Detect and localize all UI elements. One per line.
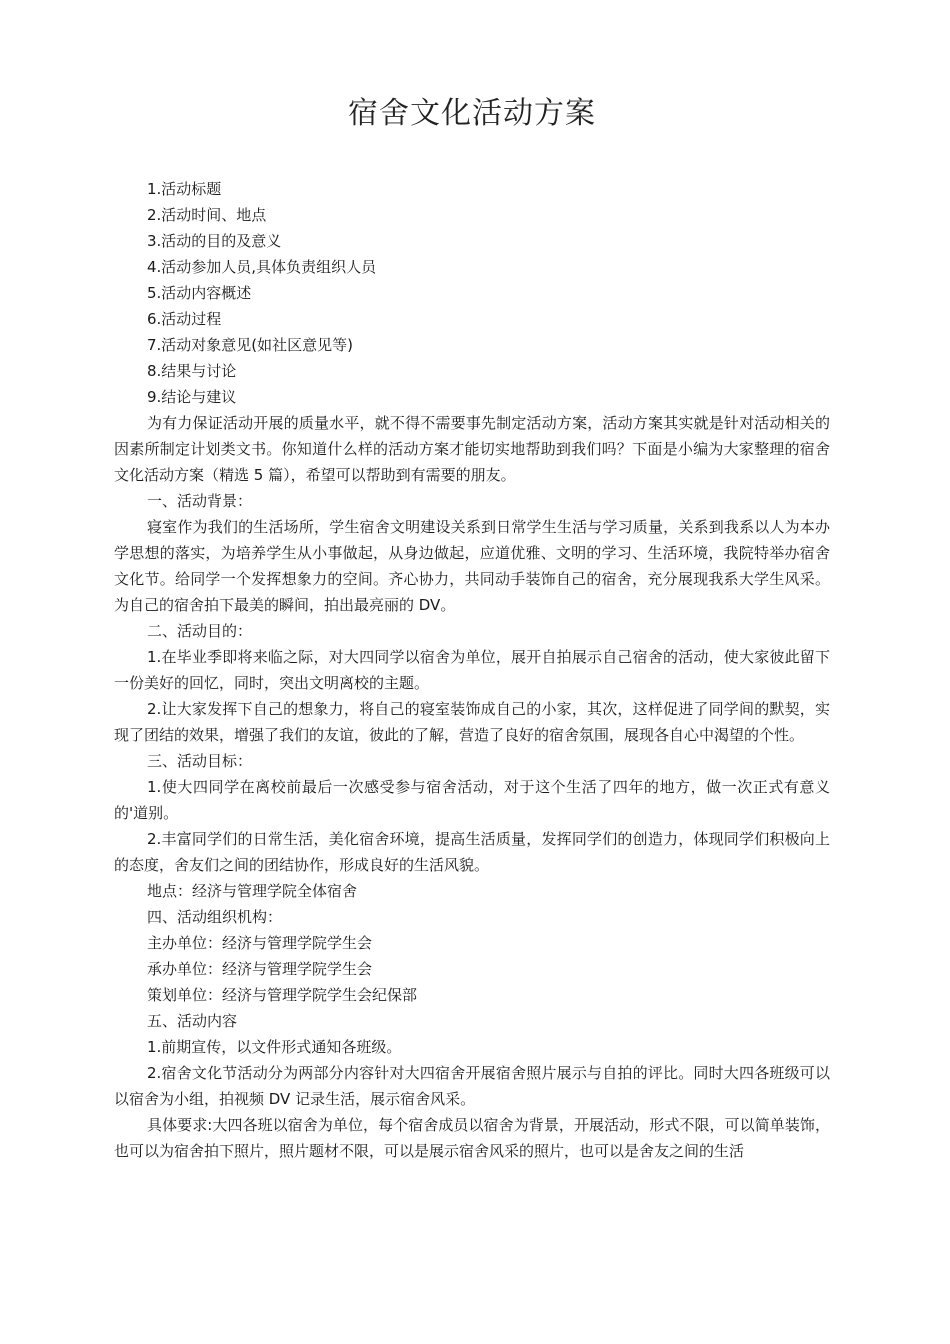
outline-item: 6.活动过程 <box>147 310 222 328</box>
content-paragraph-2: 2.宿舍文化节活动分为两部分内容针对大四宿舍开展宿舍照片展示与自拍的评比。同时大四各班级可以以宿舍为小组，拍视频 DV 记录生活，展示宿舍风采。 <box>114 1064 830 1108</box>
section-heading-purpose: 二、活动目的： <box>147 622 253 640</box>
background-paragraph: 寝室作为我们的生活场所，学生宿舍文明建设关系到日常学生生活与学习质量，关系到我系以人为本办学思想的落实，为培养学生从小事做起，从身边做起，应道优雅、文明的学习、生活环境，我院特举办宿舍文化节。给同学一个发挥想象力的空间。齐心协力，共同动手装饰自己的宿舍，充分展现我系大学生风采。为自己的宿舍拍下最美的瞬间，拍出最亮丽的 DV。 <box>114 518 830 614</box>
planner-line: 策划单位：经济与管理学院学生会纪保部 <box>147 986 418 1004</box>
section-heading-goals: 三、活动目标： <box>147 752 253 770</box>
document-title: 宿舍文化活动方案 <box>348 96 596 131</box>
section-heading-content: 五、活动内容 <box>147 1012 238 1030</box>
outline-item: 3.活动的目的及意义 <box>147 232 282 250</box>
purpose-paragraph-2: 2.让大家发挥下自己的想象力，将自己的寝室装饰成自己的小家，其次，这样促进了同学间的默契，实现了团结的效果，增强了我们的友谊，彼此的了解，营造了良好的宿舍氛围，展现各自心中渴望的个性。 <box>114 700 830 744</box>
outline-item: 5.活动内容概述 <box>147 284 252 302</box>
organizer-line: 主办单位：经济与管理学院学生会 <box>147 934 373 952</box>
content-paragraph-3: 具体要求:大四各班以宿舍为单位，每个宿舍成员以宿舍为背景，开展活动，形式不限，可以简单装饰，也可以为宿舍拍下照片，照片题材不限，可以是展示宿舍风采的照片，也可以是舍友之间的生活 <box>114 1116 830 1160</box>
undertaker-line: 承办单位：经济与管理学院学生会 <box>147 960 373 978</box>
purpose-paragraph-1: 1.在毕业季即将来临之际，对大四同学以宿舍为单位，展开自拍展示自己宿舍的活动，使大家彼此留下一份美好的回忆，同时，突出文明离校的主题。 <box>114 648 830 692</box>
outline-item: 2.活动时间、地点 <box>147 206 267 224</box>
section-heading-organization: 四、活动组织机构： <box>147 908 283 926</box>
location-line: 地点：经济与管理学院全体宿舍 <box>147 882 358 900</box>
intro-paragraph: 为有力保证活动开展的质量水平，就不得不需要事先制定活动方案，活动方案其实就是针对活动相关的因素所制定计划类文书。你知道什么样的活动方案才能切实地帮助到我们吗？下面是小编为大家整理的宿舍文化活动方案（精选 5 篇），希望可以帮助到有需要的朋友。 <box>114 414 830 484</box>
outline-item: 1.活动标题 <box>147 180 222 198</box>
section-heading-background: 一、活动背景： <box>147 492 253 510</box>
goals-paragraph-2: 2.丰富同学们的日常生活，美化宿舍环境，提高生活质量，发挥同学们的创造力，体现同学们积极向上的态度，舍友们之间的团结协作，形成良好的生活风貌。 <box>114 830 830 874</box>
outline-item: 7.活动对象意见(如社区意见等) <box>147 336 354 354</box>
goals-paragraph-1: 1.使大四同学在离校前最后一次感受参与宿舍活动，对于这个生活了四年的地方，做一次正式有意义的'道别。 <box>114 778 830 822</box>
outline-item: 9.结论与建议 <box>147 388 237 406</box>
outline-item: 4.活动参加人员,具体负责组织人员 <box>147 258 377 276</box>
outline-list <box>114 176 830 410</box>
outline-item: 8.结果与讨论 <box>147 362 237 380</box>
content-paragraph-1: 1.前期宣传，以文件形式通知各班级。 <box>147 1038 402 1056</box>
